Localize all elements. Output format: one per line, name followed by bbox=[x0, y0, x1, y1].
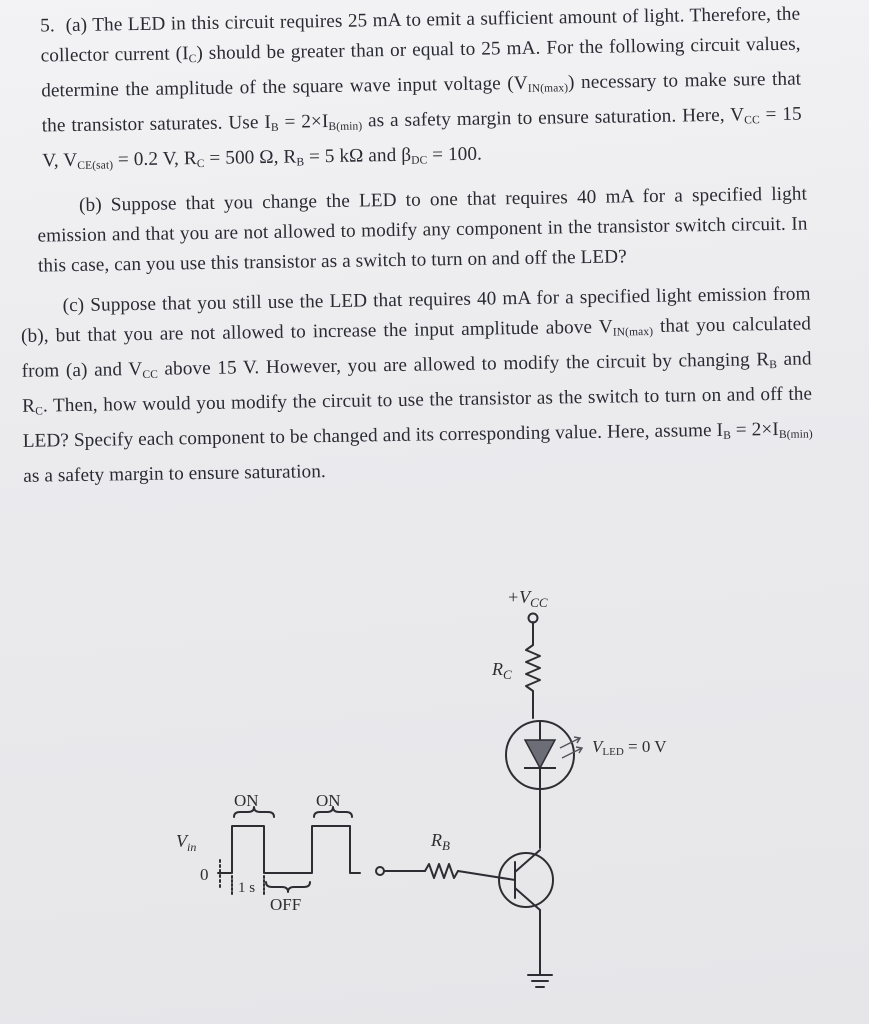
sub: B bbox=[769, 358, 778, 372]
rb-resistor bbox=[425, 864, 458, 878]
sub: IN(max) bbox=[612, 325, 654, 339]
period-label: 1 s bbox=[238, 880, 256, 896]
problem-text bbox=[10, 0, 817, 492]
part-a-text: = 15 V, V bbox=[42, 103, 802, 172]
input-terminal bbox=[376, 867, 384, 875]
sub: B bbox=[270, 121, 279, 134]
problem-number: 5. bbox=[40, 15, 55, 37]
rb-label: $R_B$ bbox=[431, 830, 450, 853]
part-c-text: Suppose that you still use the LED that requires 40 mA for a specified light emission from (b), but that you are not allowed to increase the input amplitude above V bbox=[20, 283, 811, 347]
part-b-text: Suppose that you change the LED to one that requires 40 mA for a specified light emission and that you are not allowed to modify any component in the transistor switch circuit. In this case, can you use this transistor as a switch to turn on and off the LED? bbox=[37, 183, 808, 277]
part-b-label: (b) bbox=[78, 194, 102, 216]
off-brace bbox=[266, 882, 310, 892]
part-c-text: as a safety margin to ensure saturation. bbox=[23, 461, 326, 487]
vin-label: $V_{in}$ bbox=[176, 831, 197, 854]
sub: B(min) bbox=[328, 120, 363, 134]
part-a-label: (a) bbox=[65, 14, 88, 37]
part-a-text: The LED in this circuit requires 25 mA to emit a sufficient amount of light. Therefore, the collector current (I bbox=[40, 3, 801, 67]
on-label-1: ON bbox=[234, 791, 259, 810]
vcc-label: $+V_{CC}$ bbox=[507, 587, 548, 610]
sub: CC bbox=[744, 114, 760, 127]
sub: CC bbox=[142, 368, 159, 381]
part-a-paragraph bbox=[10, 0, 803, 182]
part-c-label: (c) bbox=[62, 294, 85, 317]
wire-rb-base bbox=[458, 871, 515, 880]
rc-label: $R_C$ bbox=[492, 659, 512, 682]
sub: CE(sat) bbox=[77, 159, 114, 172]
part-a-text: = 5 kΩ and β bbox=[303, 144, 412, 168]
part-c-paragraph bbox=[14, 279, 813, 491]
square-wave bbox=[218, 826, 360, 873]
part-a-text: = 500 Ω, R bbox=[204, 146, 297, 169]
part-c-text: above 15 V. However, you are allowed to modify the circuit by changing R bbox=[157, 349, 770, 380]
circuit-diagram bbox=[0, 560, 869, 1024]
part-a-text: = 2×I bbox=[278, 111, 329, 133]
part-a-text: ) should be greater than or equal to 25 mA. For the following circuit values, determine the amplitude of the square wave input voltage (V bbox=[41, 33, 801, 102]
sub: B(min) bbox=[778, 428, 813, 441]
part-c-text: that you calculated from (a) and V bbox=[21, 313, 812, 382]
vled-label: VLED = 0 V bbox=[592, 737, 667, 758]
part-a-text: ) necessary to make sure that the transistor saturates. Use I bbox=[41, 68, 802, 137]
led-triangle bbox=[525, 740, 555, 768]
part-c-text: = 2×I bbox=[730, 418, 779, 441]
part-c-text: and R bbox=[22, 348, 812, 417]
part-a-text: = 100. bbox=[427, 143, 483, 166]
sub: IN(max) bbox=[527, 82, 569, 95]
sub: C bbox=[188, 53, 197, 66]
sub: C bbox=[196, 157, 205, 171]
sub: B bbox=[723, 429, 732, 442]
part-a-text: as a safety margin to ensure saturation. Here, V bbox=[362, 104, 745, 132]
sub: C bbox=[35, 405, 44, 418]
sub: B bbox=[296, 156, 305, 169]
off-label: OFF bbox=[270, 895, 302, 914]
part-b-paragraph bbox=[13, 180, 808, 282]
sub: DC bbox=[411, 154, 428, 167]
part-c-text: . Then, how would you modify the circuit to use the transistor as the switch to turn on and off the LED? Specify each component to be changed and its corresponding value. Here, assume I bbox=[22, 383, 813, 452]
rc-resistor bbox=[526, 645, 540, 691]
on-label-2: ON bbox=[316, 791, 341, 810]
zero-label: 0 bbox=[200, 865, 209, 884]
part-a-text: = 0.2 V, R bbox=[112, 148, 197, 171]
